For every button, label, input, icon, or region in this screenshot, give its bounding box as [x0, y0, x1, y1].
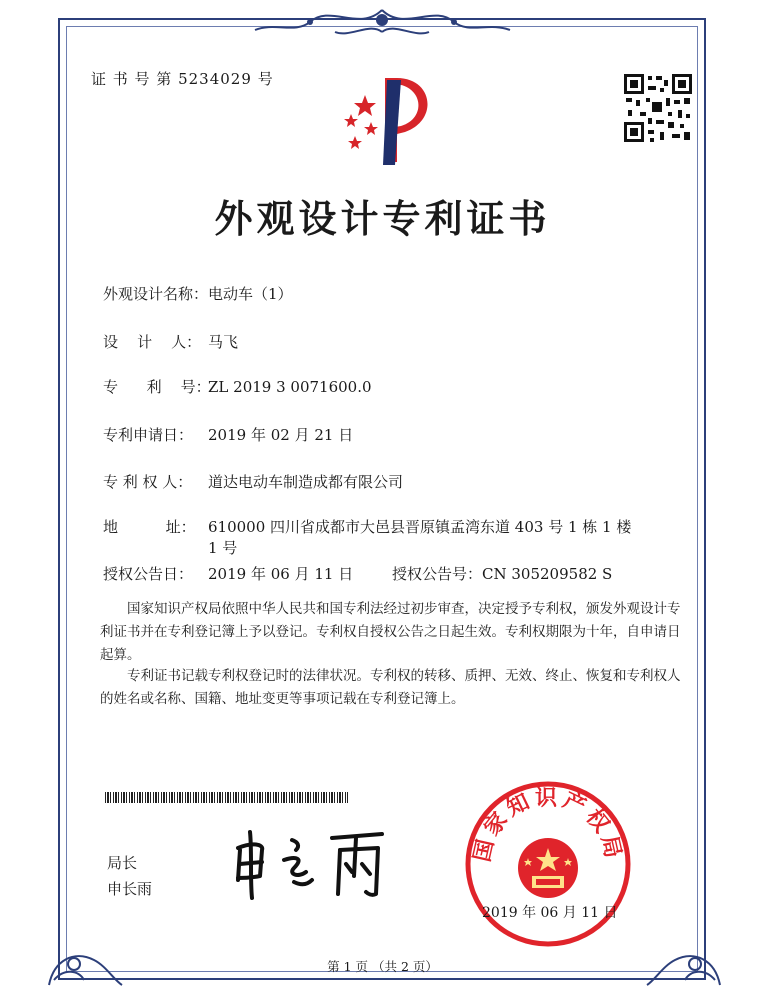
row-address: [103, 516, 631, 537]
designer-label: 设 计 人：: [103, 333, 202, 351]
grant-number-label: 授权公告号：: [392, 565, 483, 583]
cnipa-logo: [335, 70, 445, 170]
address-line-1: 610000 四川省成都市大邑县晋原镇孟湾东道 403 号 1 栋 1 楼: [208, 518, 632, 536]
body-paragraph-2: 专利证书记载专利权登记时的法律状况。专利权的转移、质押、无效、终止、恢复和专利权人的姓名或名称、国籍、地址变更等事项记载在专利登记簿上。: [100, 668, 681, 707]
designer-value: 马飞: [208, 333, 239, 351]
row-designer: [103, 331, 238, 352]
patent-number-label: 专 利 号：: [103, 378, 211, 396]
director-name: 申长雨: [107, 880, 153, 898]
qr-code: [622, 72, 694, 144]
certificate-title: 外观设计专利证书: [214, 196, 551, 241]
row-design-name: [103, 283, 293, 304]
top-ornament: [250, 2, 515, 42]
row-grant-number: [392, 563, 612, 584]
seal-text: 国家知识产权局: [469, 784, 627, 865]
grant-date-value: 2019 年 06 月 11 日: [208, 565, 354, 583]
grant-number-value: CN 305209582 S: [482, 565, 613, 583]
filing-date-value: 2019 年 02 月 21 日: [208, 426, 354, 444]
row-grant-date: [103, 563, 353, 584]
certificate-number: [91, 68, 274, 89]
row-patent-number: [103, 376, 372, 397]
row-patentee: [103, 471, 403, 492]
patentee-value: 道达电动车制造成都有限公司: [208, 473, 404, 491]
official-seal: [462, 778, 634, 950]
filing-date-label: 专利申请日：: [103, 426, 194, 444]
body-paragraph-1: 国家知识产权局依照中华人民共和国专利法经过初步审查，决定授予专利权，颁发外观设计专利证书并在专利登记簿上予以登记。专利权自授权公告之日起生效。专利权期限为十年，自申请日起算。: [100, 601, 681, 663]
design-name-label: 外观设计名称：: [103, 285, 209, 303]
certificate-number-label: 证 书 号 第: [91, 70, 173, 88]
grant-date-label: 授权公告日：: [103, 565, 194, 583]
patent-number-value: ZL 2019 3 0071600.0: [208, 378, 372, 396]
handwritten-signature: [222, 820, 392, 900]
design-name-value: 电动车（1）: [208, 285, 293, 303]
patentee-label: 专 利 权 人：: [103, 473, 193, 491]
row-filing-date: [103, 424, 353, 445]
address-line-2: 1 号: [208, 539, 238, 557]
seal-date: 2019 年 06 月 11 日: [482, 905, 618, 921]
national-emblem: [518, 838, 578, 898]
page-number: 第 1 页 （共 2 页）: [327, 959, 438, 974]
barcode: [105, 792, 348, 803]
director-title: 局长: [107, 854, 138, 872]
certificate-number-value: 5234029: [178, 70, 252, 88]
certificate-number-suffix: 号: [257, 70, 274, 88]
address-label: 地 址：: [103, 518, 196, 536]
